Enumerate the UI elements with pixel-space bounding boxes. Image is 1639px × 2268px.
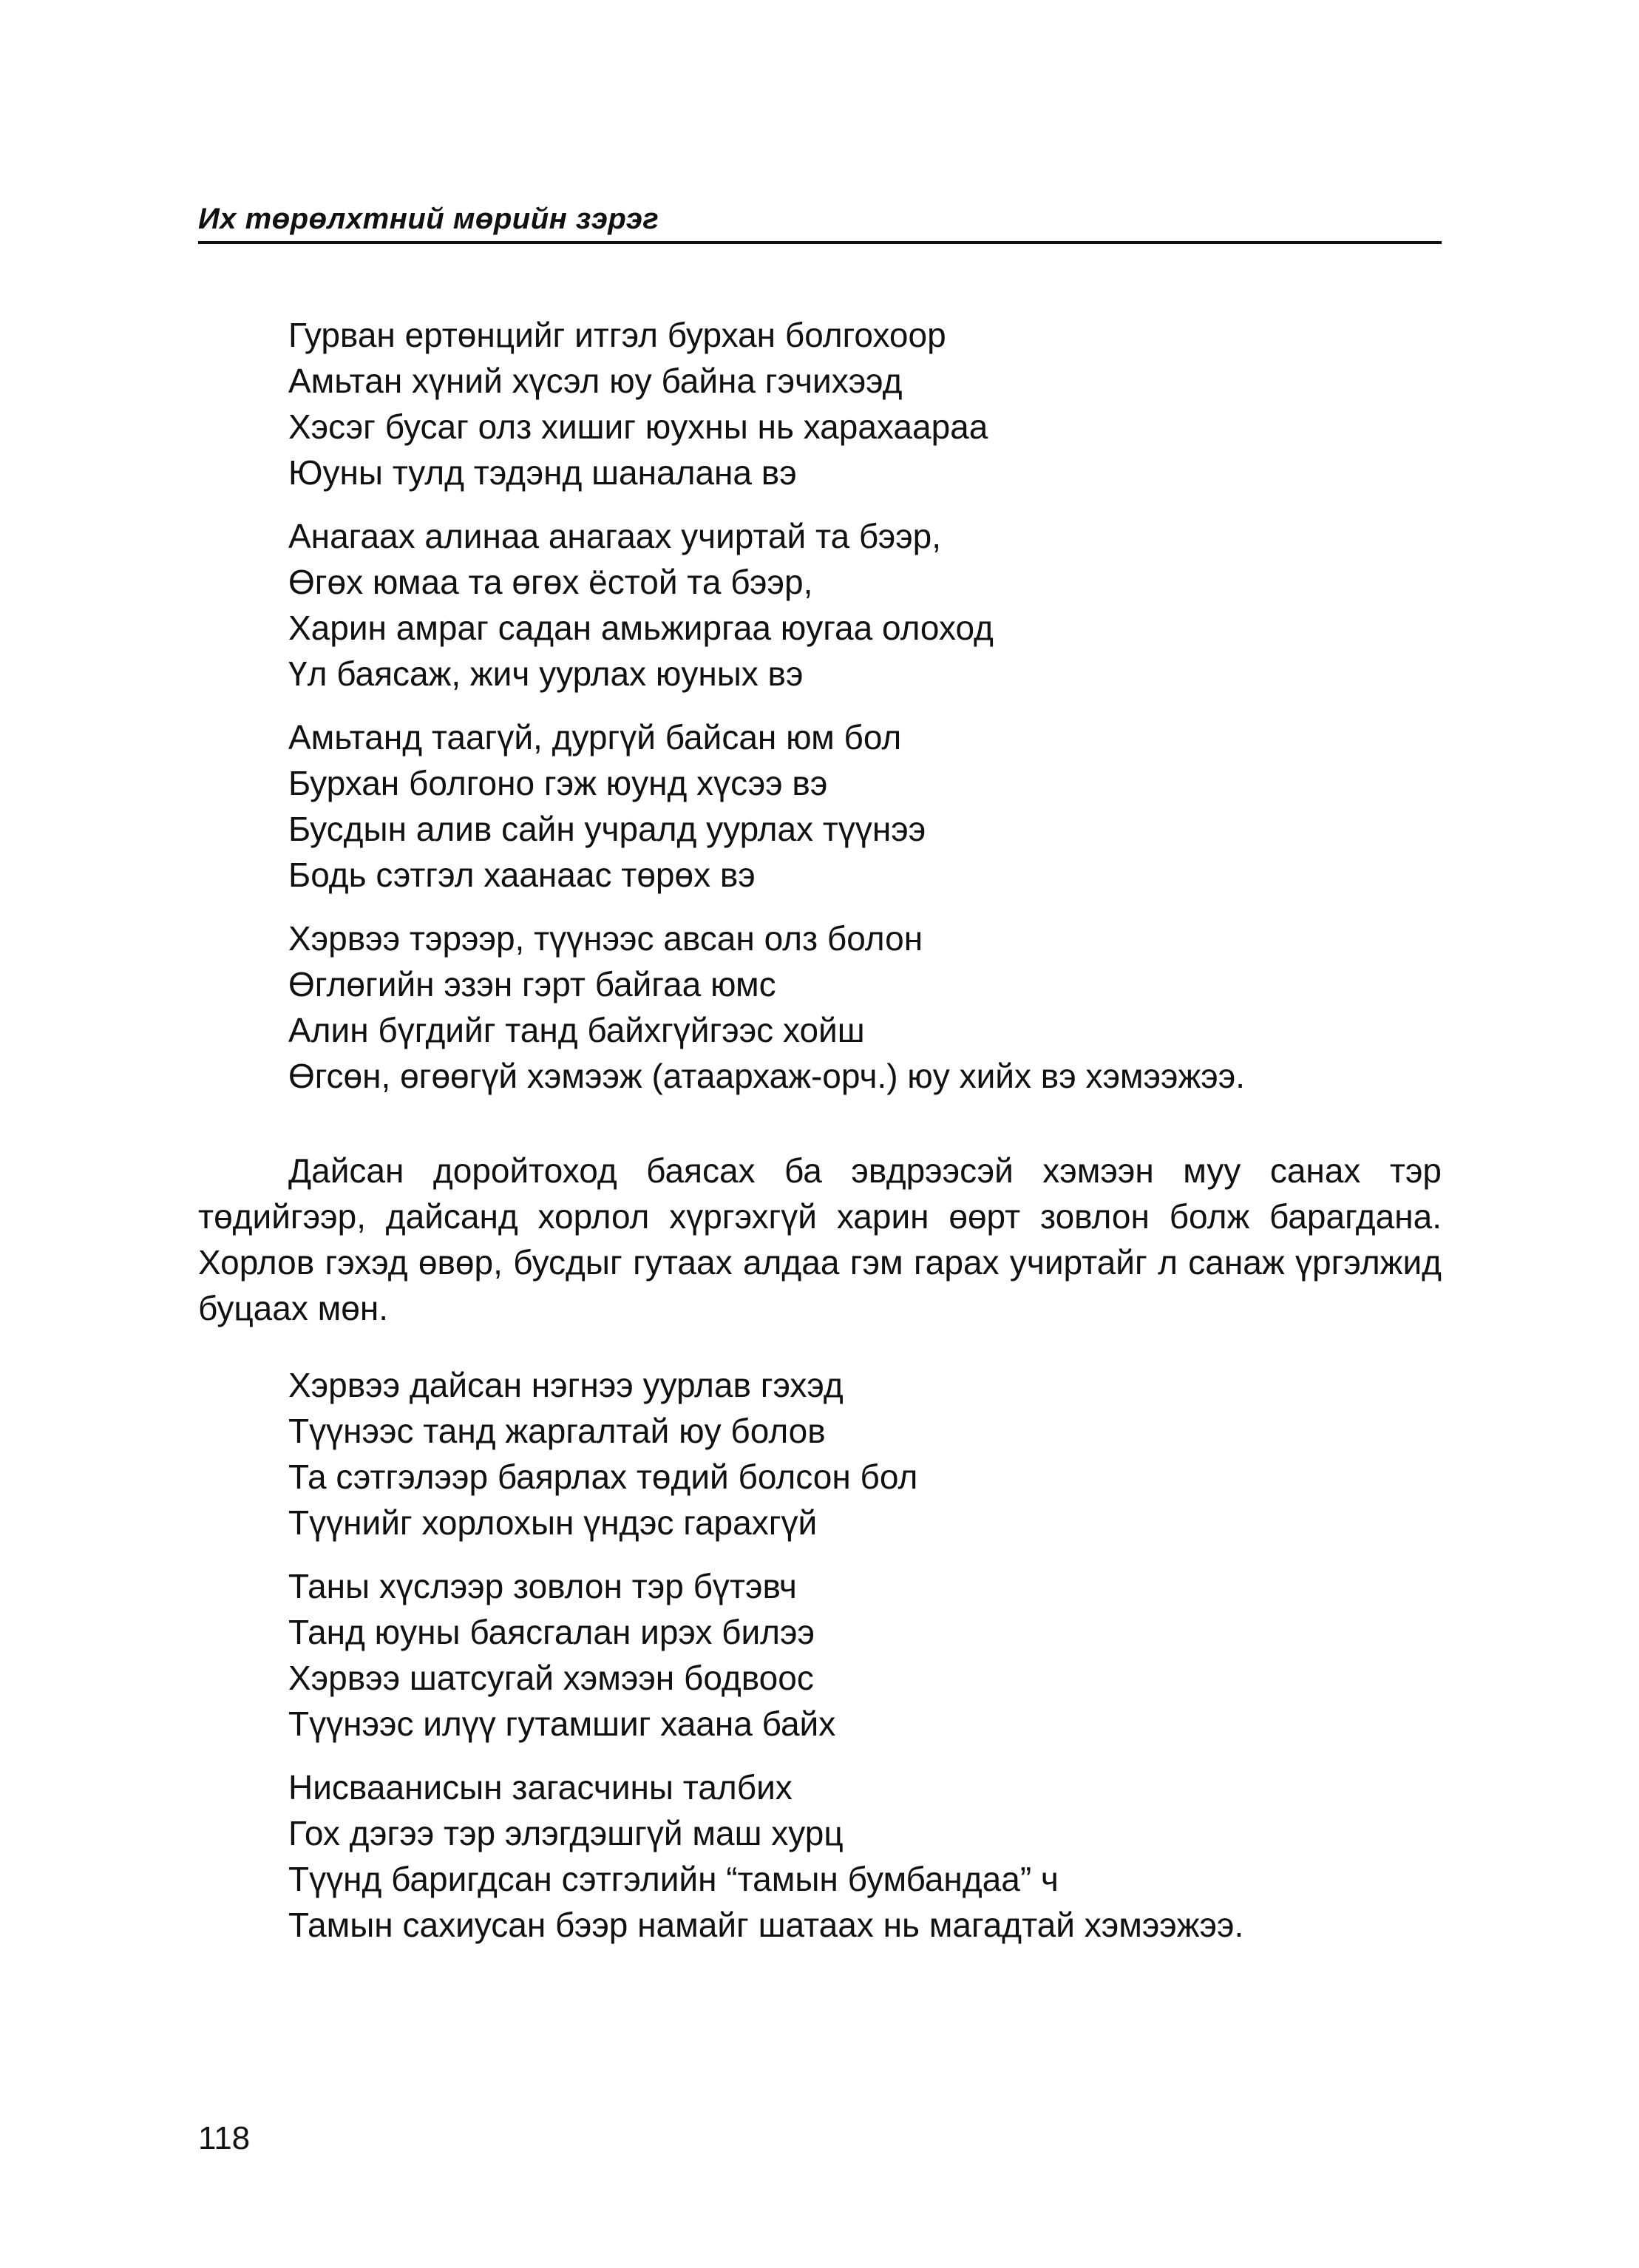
stanza-line: Таны хүслээр зовлон тэр бүтэвч (288, 1567, 797, 1605)
stanza-line: Нисваанисын загасчины талбих (288, 1768, 793, 1807)
stanza-4 (288, 915, 1471, 1099)
stanza-line: Та сэтгэлээр баярлах төдий болсон бол (288, 1458, 918, 1496)
stanza-line: Үл баясаж, жич уурлах юуных вэ (288, 654, 804, 693)
stanza-5 (288, 1362, 1471, 1546)
header-rule (198, 241, 1442, 244)
stanza-line: Танд юуны баясгалан ирэх билээ (288, 1613, 815, 1651)
stanza-6 (288, 1563, 1471, 1747)
stanza-line: Юуны тулд тэдэнд шаналана вэ (288, 453, 797, 492)
stanza-line: Хэрвээ шатсугай хэмээн бодвоос (288, 1659, 814, 1697)
stanza-line: Хэрвээ дайсан нэгнээ уурлав гэхэд (288, 1366, 844, 1404)
stanza-line: Харин амраг садан амьжиргаа юугаа олоход (288, 609, 994, 647)
stanza-3 (288, 714, 1471, 898)
stanza-line: Өглөгийн эзэн гэрт байгаа юмс (288, 965, 776, 1003)
stanza-1 (288, 312, 1471, 495)
stanza-line: Гурван ертөнцийг итгэл бурхан болгохоор (288, 316, 946, 354)
stanza-line: Хэрвээ тэрээр, түүнээс авсан олз болон (288, 919, 923, 958)
stanza-line: Хэсэг бусаг олз хишиг юухны нь харахаараа (288, 407, 988, 446)
prose-paragraph: Дайсан доройтоход баясах ба эвдрээсэй хэмээн муу санах тэр төдийгээр, дайсанд хорлол хүргэхгүй харин өөрт зовлон болж барагдана. Хорлов гэхэд өвөр, бусдыг гутаах алдаа гэм гарах учиртайг л санаж үргэлжид буцаах мөн. (198, 1151, 1442, 1327)
stanza-7 (288, 1764, 1471, 1948)
stanza-line: Алин бүгдийг танд байхгүйгээс хойш (288, 1011, 865, 1049)
stanza-line: Өгөх юмаа та өгөх ёстой та бээр, (288, 563, 813, 601)
stanza-line: Түүнээс илүү гутамшиг хаана байх (288, 1705, 836, 1743)
stanza-line: Бусдын алив сайн учралд уурлах түүнээ (288, 810, 926, 848)
stanza-line: Амьтан хүний хүсэл юу байна гэчихээд (288, 362, 903, 400)
stanza-line: Түүнийг хорлохын үндэс гарахгүй (288, 1503, 818, 1542)
stanza-2 (288, 513, 1471, 697)
stanza-line: Гох дэгээ тэр элэгдэшгүй маш хурц (288, 1814, 844, 1852)
stanza-line: Өгсөн, өгөөгүй хэмээж (атаархаж-орч.) юу хийх вэ хэмээжээ. (288, 1057, 1245, 1095)
stanza-line: Анагаах алинаа анагаах учиртай та бээр, (288, 517, 942, 555)
stanza-line: Тамын сахиусан бээр намайг шатаах нь магадтай хэмээжээ. (288, 1906, 1244, 1944)
stanza-line: Түүнд баригдсан сэтгэлийн “тамын бумбандаа” ч (288, 1860, 1059, 1898)
stanza-line: Бурхан болгоно гэж юунд хүсээ вэ (288, 764, 828, 802)
running-header: Их төрөлхтний мөрийн зэрэг (198, 203, 659, 235)
page-number: 118 (198, 2120, 251, 2156)
stanza-line: Амьтанд таагүй, дургүй байсан юм бол (288, 718, 902, 756)
stanza-line: Бодь сэтгэл хаанаас төрөх вэ (288, 856, 756, 894)
stanza-line: Түүнээс танд жаргалтай юу болов (288, 1412, 826, 1450)
